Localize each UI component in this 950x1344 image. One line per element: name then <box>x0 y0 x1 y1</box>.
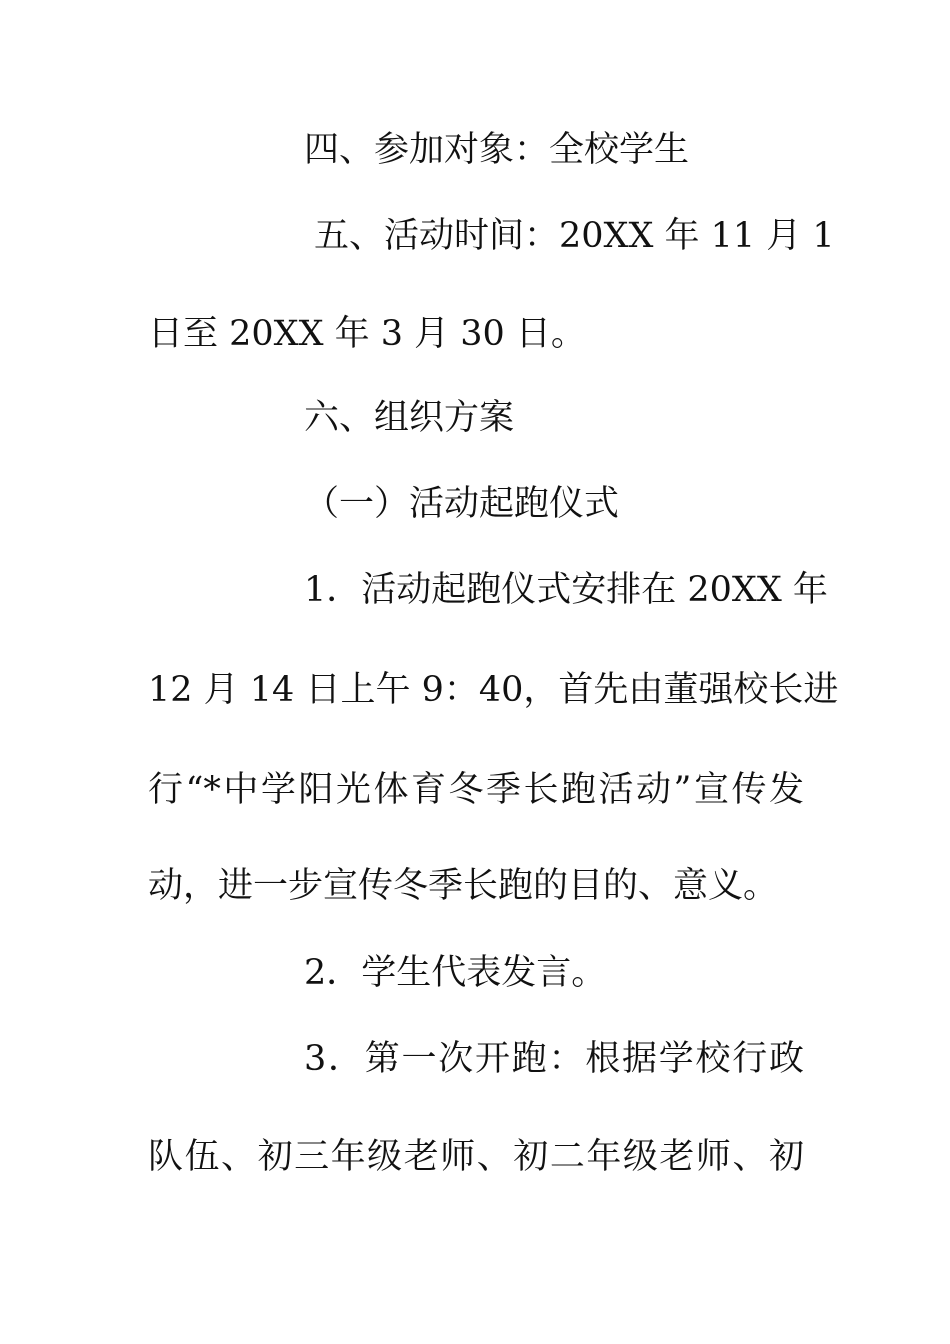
section-four-participants: 四、参加对象：全校学生 <box>304 130 690 170</box>
item-one-line3: 行“*中学阳光体育冬季长跑活动”宣传发 <box>148 770 804 810</box>
section-five-time-line2: 日至 20XX 年 3 月 30 日。 <box>148 314 586 354</box>
subsection-one-heading: （一）活动起跑仪式 <box>304 484 620 524</box>
item-one-line4: 动，进一步宣传冬季长跑的目的、意义。 <box>148 866 779 906</box>
section-five-time-line1: 五、活动时间：20XX 年 11 月 1 <box>314 216 835 256</box>
item-one-line1: 1．活动起跑仪式安排在 20XX 年 <box>304 570 828 610</box>
item-three-line2: 队伍、初三年级老师、初二年级老师、初 <box>148 1137 804 1177</box>
item-three-line1: 3．第一次开跑：根据学校行政 <box>304 1039 804 1079</box>
item-two: 2．学生代表发言。 <box>304 953 607 993</box>
item-one-line2: 12 月 14 日上午 9：40，首先由董强校长进 <box>148 670 839 710</box>
section-six-heading: 六、组织方案 <box>304 398 515 438</box>
